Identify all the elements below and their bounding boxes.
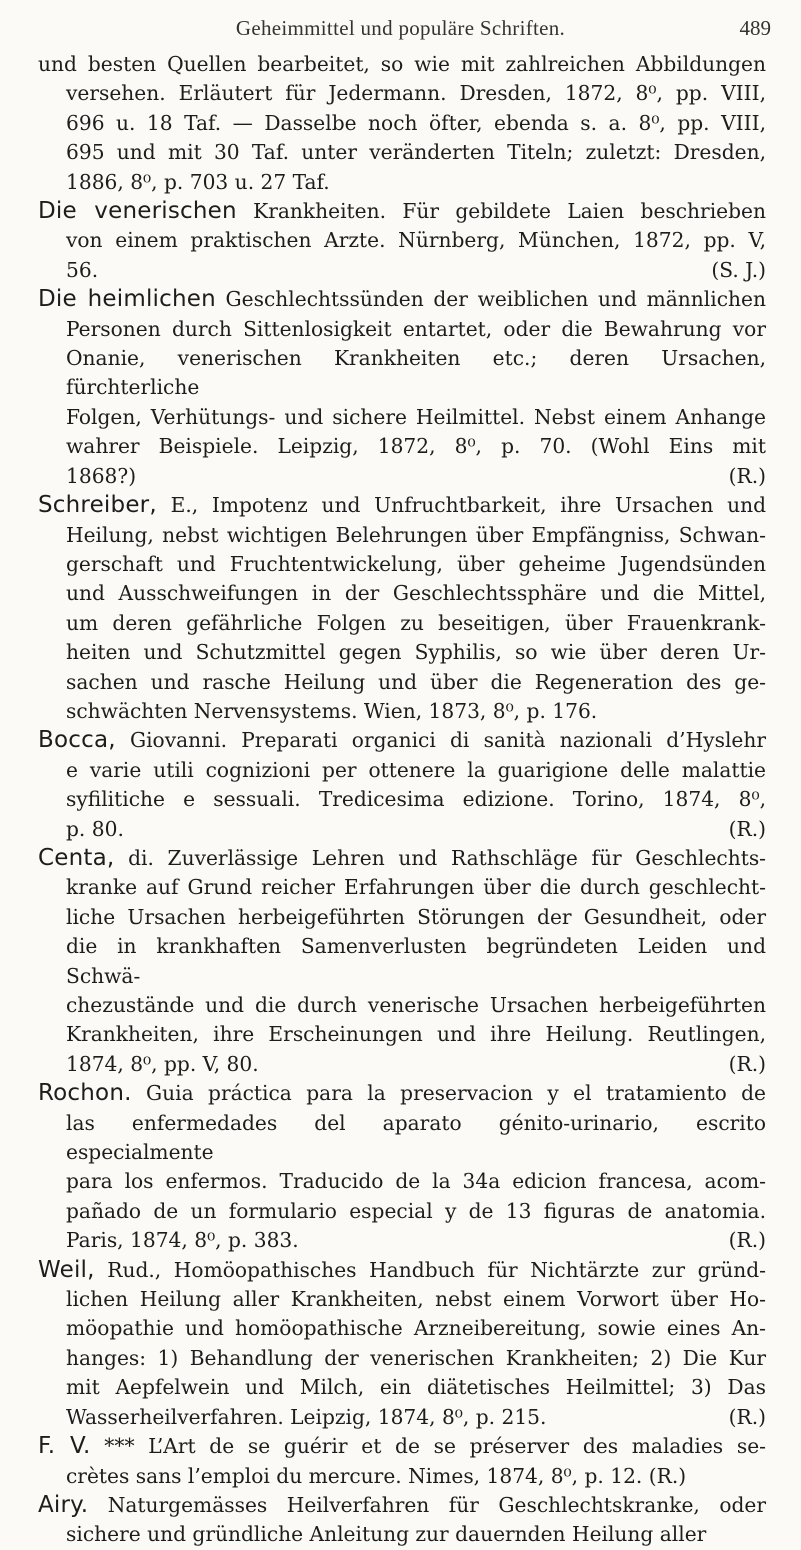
entry-line [38, 256, 766, 285]
entry-line-text: 695 und mit 30 Taf. unter veränderten Titeln; zuletzt: Dresden, [66, 140, 766, 165]
entry-line-text: wahrer Beispiele. Leipzig, 1872, 8⁰, p. 70. (Wohl Eins mit [66, 434, 766, 459]
bibliography-entry [38, 1079, 766, 1255]
entry-line [38, 1285, 766, 1314]
entry-text [66, 140, 766, 164]
entry-line [38, 756, 766, 785]
entry-line [38, 1520, 766, 1549]
reviewer-initials: (R.) [728, 1051, 766, 1076]
entry-author: Weil, [38, 1256, 95, 1283]
entry-line-text: crètes sans l’emploi du mercure. Nimes, 1874, 8⁰, p. 12. (R.) [66, 1463, 687, 1488]
entry-line-text: und Ausschweifungen in der Geschlechtssphäre und die Mittel, [66, 581, 766, 606]
entry-line [38, 844, 766, 873]
entry-line [38, 1373, 766, 1402]
page-number: 489 [739, 16, 771, 40]
entry-line-text: p. 80. [66, 816, 124, 841]
entry-text [66, 1169, 766, 1193]
entry-line [38, 109, 766, 138]
entry-line-text: 56. [66, 257, 99, 282]
entry-line-text: hanges: 1) Behandlung der venerischen Krankheiten; 2) Die Kur [66, 1345, 766, 1370]
entry-text [66, 611, 766, 635]
bibliography-entry [38, 1256, 766, 1432]
entry-line-text: Personen durch Sittenlosigkeit entartet, oder die Bewahrung vor [66, 316, 766, 341]
entry-line-text: die in krankhaften Samenverlusten begründeten Leiden und Schwä- [66, 934, 766, 988]
entry-line [38, 873, 766, 902]
entry-line [38, 491, 766, 520]
entry-line [38, 521, 766, 550]
entry-text [66, 1022, 766, 1046]
entry-line-text: chezustände und die durch venerische Ursachen herbeigeführten [66, 993, 766, 1017]
entry-line-text: heiten und Schutzmittel gegen Syphilis, so wie über deren Ur- [66, 640, 766, 665]
entry-line [38, 79, 766, 108]
entry-line-text: lichen Heilung aller Krankheiten, nebst einem Vorwort über Ho- [66, 1287, 766, 1312]
entry-line-text: las enfermedades del aparato génito-urinario, escrito especialmente [66, 1110, 766, 1165]
entry-line [38, 668, 766, 697]
entry-text [66, 1375, 766, 1399]
entry-line [38, 550, 766, 579]
entry-text [66, 523, 766, 547]
entry-line [38, 1197, 766, 1226]
entry-line [38, 138, 766, 167]
entry-line [38, 1079, 766, 1108]
entry-line [38, 197, 766, 226]
entry-line [38, 991, 766, 1020]
entry-line [38, 579, 766, 608]
entry-line-text: und besten Quellen bearbeitet, so wie mit zahlreichen Abbildungen [38, 52, 766, 76]
entry-line-text: Krankheiten. Für gebildete Laien beschrieben [236, 199, 766, 224]
entry-line [38, 344, 766, 403]
entry-line-text: Krankheiten, ihre Erscheinungen und ihre Heilung. Reutlingen, [66, 1022, 766, 1047]
entry-line [38, 403, 766, 432]
entry-line [38, 638, 766, 667]
entry-author: Die heimlichen [38, 286, 216, 313]
entry-line [38, 1432, 766, 1461]
entry-text [66, 1346, 766, 1370]
bibliography-entry [38, 491, 766, 726]
entry-line [38, 697, 766, 726]
entry-line [38, 1344, 766, 1373]
entry-line [38, 432, 766, 461]
reviewer-initials: (R.) [728, 1404, 766, 1429]
entry-text [38, 199, 766, 223]
entry-line-text: 696 u. 18 Taf. — Dasselbe noch öfter, ebenda s. a. 8⁰, pp. VIII, [66, 110, 766, 135]
entry-line-text: e varie utili cognizioni per ottenere la guarigione delle malattie [66, 757, 766, 782]
entry-line-text: Rud., Homöopathisches Handbuch für Nichtärzte zur gründ- [94, 1257, 766, 1282]
entry-line [38, 785, 766, 814]
entry-line [38, 168, 766, 197]
entry-line [38, 726, 766, 755]
entry-author: Die venerischen [38, 198, 237, 225]
entry-text [66, 462, 136, 491]
entry-text [66, 699, 597, 723]
entry-line [38, 226, 766, 255]
entry-line-text: E., Impotenz und Unfruchtbarkeit, ihre Ursachen und [156, 493, 766, 518]
entry-text [66, 228, 766, 252]
entry-text [66, 875, 766, 899]
entry-text [66, 256, 98, 285]
entry-line-text: sachen und rasche Heilung und über die Regeneration des ge- [66, 669, 766, 694]
entry-line-text: Paris, 1874, 8⁰, p. 383. [66, 1228, 299, 1253]
bibliography-entry [38, 197, 766, 285]
entry-line [38, 1256, 766, 1285]
entry-text [66, 640, 766, 664]
entry-line [38, 1109, 766, 1168]
entry-author: Schreiber, [38, 492, 157, 519]
entry-line-text: Geschlechtssünden der weiblichen und männlichen [215, 287, 766, 312]
entry-line-text: Heilung, nebst wichtigen Belehrungen über Empfängniss, Schwan- [66, 522, 766, 547]
entry-text [66, 1050, 259, 1079]
bibliography-entry [38, 726, 766, 844]
entry-text [66, 552, 766, 576]
entry-line [38, 50, 766, 79]
entry-line [38, 315, 766, 344]
entry-line-text: Naturgemässes Heilverfahren für Geschlechtskranke, oder [88, 1492, 766, 1517]
entry-text [66, 170, 330, 194]
entry-line-text: schwächten Nervensystems. Wien, 1873, 8⁰, p. 176. [66, 698, 598, 723]
entry-text [66, 1464, 686, 1488]
entry-text [66, 787, 766, 811]
entry-line-text: Onanie, venerischen Krankheiten etc.; deren Ursachen, fürchterliche [66, 346, 766, 400]
entry-line [38, 609, 766, 638]
entry-line-text: *** L’Art de se guérir et de se préserver des maladies se- [90, 1434, 766, 1459]
entry-text [66, 934, 766, 987]
entry-line-text: Giovanni. Preparati organici di sanità nazionali d’Hyslehr [115, 728, 766, 753]
reviewer-initials: (R.) [728, 816, 766, 841]
entry-text [66, 81, 766, 105]
entry-line-text: sichere und gründliche Anleitung zur dauernden Heilung aller [66, 1522, 707, 1547]
entry-text [66, 434, 766, 458]
entry-line-text: 1886, 8⁰, p. 703 u. 27 Taf. [66, 169, 330, 194]
entry-line-text: 1874, 8⁰, pp. V, 80. [66, 1051, 259, 1076]
entry-line [38, 815, 766, 844]
entry-text [38, 493, 766, 517]
entry-line-text: liche Ursachen herbeigeführten Störungen der Gesundheit, oder [66, 904, 766, 929]
entry-line-text: Guia práctica para la preservacion y el tratamiento de [131, 1081, 766, 1106]
entry-text [38, 728, 766, 752]
entry-text [38, 846, 766, 870]
entry-author: Centa, [38, 844, 115, 871]
entry-text [66, 815, 124, 844]
entry-text [66, 1403, 546, 1432]
entry-text [66, 1522, 706, 1546]
reviewer-initials: (S. J.) [711, 257, 766, 282]
entry-text [66, 317, 766, 341]
entry-line-text: versehen. Erläutert für Jedermann. Dresden, 1872, 8⁰, pp. VIII, [66, 81, 766, 106]
entry-line [38, 462, 766, 491]
entry-text [66, 1199, 766, 1223]
bibliography-entry [38, 844, 766, 1079]
entry-text [38, 52, 766, 76]
entry-text [38, 287, 766, 311]
entry-text [66, 1316, 766, 1340]
entry-text [66, 905, 766, 929]
entry-line [38, 1403, 766, 1432]
entry-line [38, 1050, 766, 1079]
entry-text [66, 346, 766, 399]
entry-text [66, 670, 766, 694]
entry-line-text: Folgen, Verhütungs- und sichere Heilmittel. Nebst einem Anhange [66, 404, 766, 429]
bibliography-entry [38, 285, 766, 491]
entry-line-text: mit Aepfelwein und Milch, ein diätetisches Heilmittel; 3) Das [66, 1375, 766, 1400]
entry-author: F. V. [38, 1433, 91, 1460]
entry-line [38, 1491, 766, 1520]
entry-line-text: 1868?) [66, 463, 137, 488]
entry-line [38, 903, 766, 932]
entry-text [38, 1493, 766, 1517]
bibliography-list [38, 50, 766, 1550]
bibliography-entry [38, 1491, 766, 1550]
entry-line-text: von einem praktischen Arzte. Nürnberg, München, 1872, pp. V, [66, 228, 766, 253]
entry-text [66, 405, 766, 429]
entry-text [38, 1434, 766, 1458]
entry-author: Rochon. [38, 1080, 132, 1107]
entry-line [38, 1462, 766, 1491]
entry-author: Bocca, [38, 727, 116, 754]
entry-line-text: di. Zuverlässige Lehren und Rathschläge für Geschlechts- [114, 845, 766, 870]
entry-line [38, 1314, 766, 1343]
entry-line [38, 1167, 766, 1196]
entry-line [38, 932, 766, 991]
running-title: Geheimmittel und populäre Schriften. [235, 16, 566, 40]
entry-text [38, 1258, 766, 1282]
entry-text [66, 758, 766, 782]
entry-text [66, 1226, 299, 1255]
entry-author: Airy. [38, 1491, 89, 1518]
entry-line-text: um deren gefährliche Folgen zu beseitigen, über Frauenkrank- [66, 610, 766, 635]
entry-line [38, 1020, 766, 1049]
entry-line-text: gerschaft und Fruchtentwickelung, über geheime Jugendsünden [66, 551, 766, 576]
bibliography-entry [38, 50, 766, 197]
reviewer-initials: (R.) [728, 463, 766, 488]
running-header [0, 6, 801, 46]
entry-text [66, 581, 766, 605]
entry-line [38, 1226, 766, 1255]
entry-line-text: syfilitiche e sessuali. Tredicesima edizione. Torino, 1874, 8⁰, [66, 787, 766, 812]
entry-line-text: pañado de un formulario especial y de 13 figuras de anatomia. [66, 1198, 766, 1223]
entry-text [38, 1081, 766, 1105]
entry-text [66, 1111, 766, 1164]
entry-text [66, 993, 766, 1017]
entry-line-text: kranke auf Grund reicher Erfahrungen über die durch geschlecht- [66, 875, 766, 900]
entry-text [66, 1287, 766, 1311]
entry-line-text: möopathie und homöopathische Arzneibereitung, sowie eines An- [66, 1316, 766, 1341]
entry-line-text: Wasserheilverfahren. Leipzig, 1874, 8⁰, p. 215. [66, 1404, 547, 1429]
entry-line-text: para los enfermos. Traducido de la 34a edicion francesa, acom- [66, 1169, 766, 1194]
entry-line [38, 285, 766, 314]
bibliography-entry [38, 1432, 766, 1491]
entry-text [66, 111, 766, 135]
reviewer-initials: (R.) [728, 1228, 766, 1253]
